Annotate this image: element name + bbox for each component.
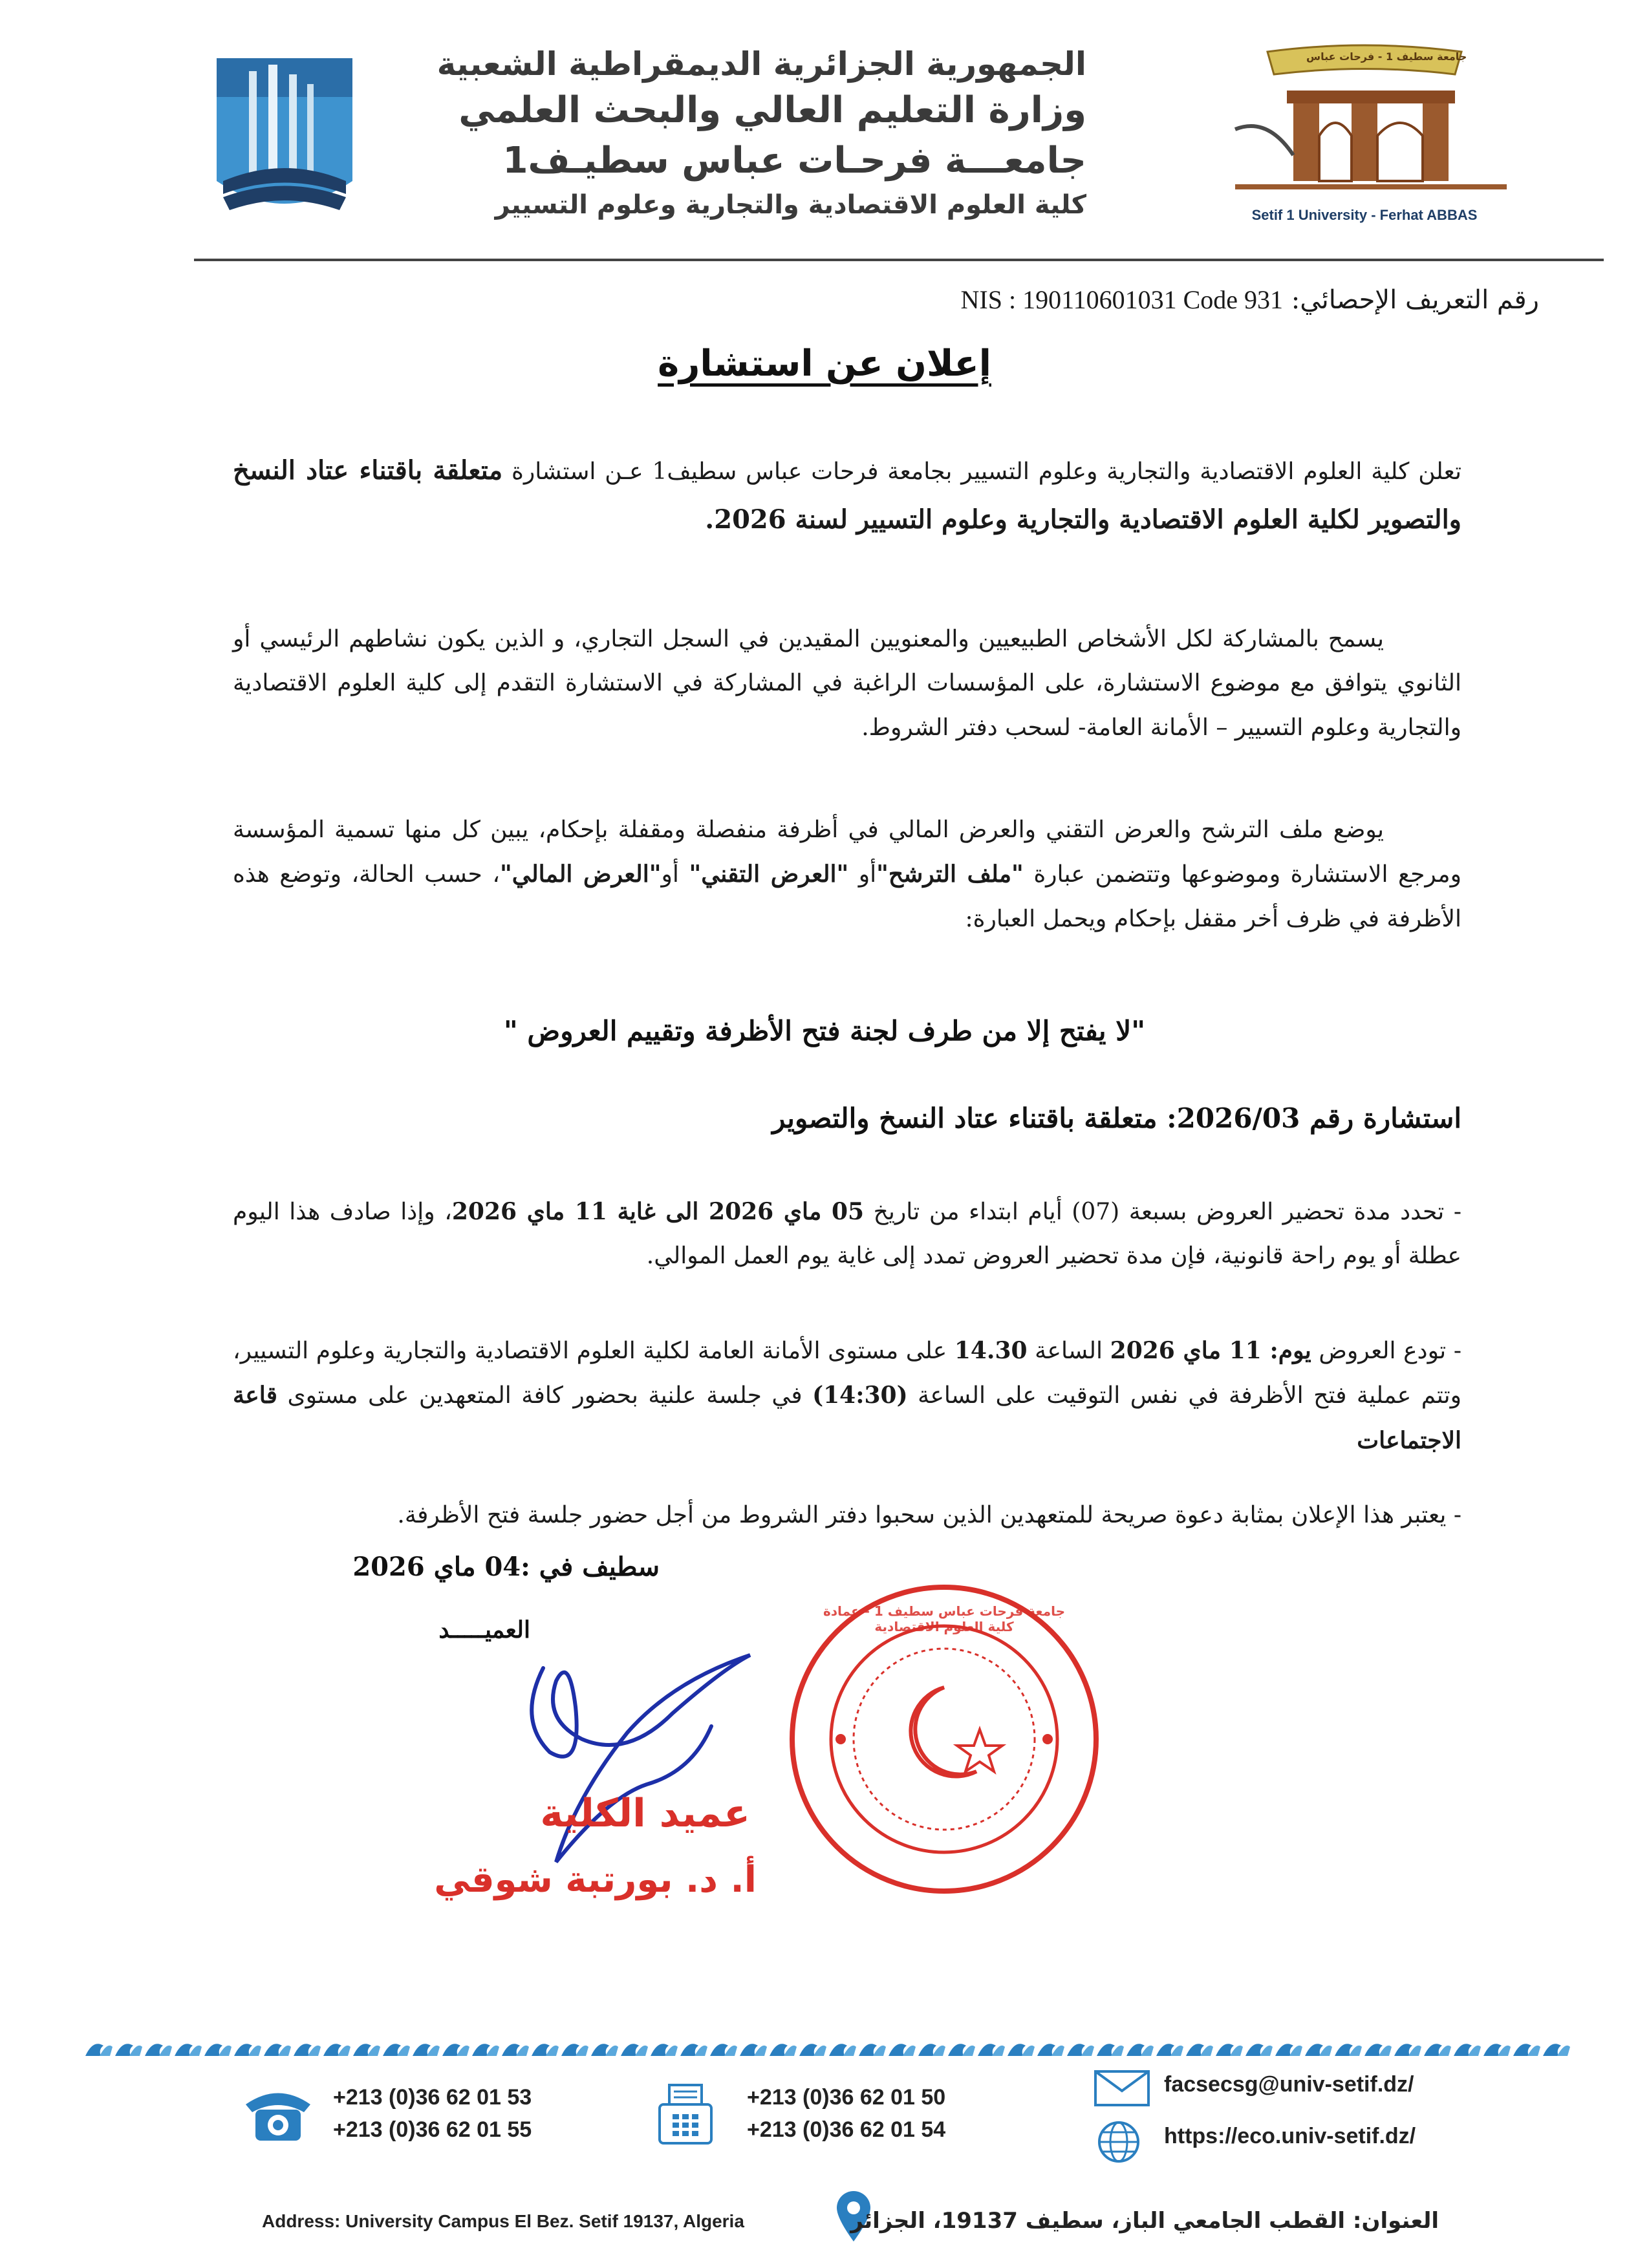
country-name: الجمهورية الجزائرية الديمقراطية الشعبية	[436, 45, 1086, 83]
phone-number-2[interactable]: +213 (0)36 62 01 55	[333, 2117, 532, 2142]
preparation-paragraph	[233, 1190, 1461, 1279]
intro-paragraph	[233, 446, 1461, 544]
deposit-text: الساعة	[1027, 1338, 1110, 1364]
envelope-label-financial: "العرض المالي"	[499, 861, 662, 888]
fax-icon	[653, 2082, 718, 2146]
envelopes-paragraph	[233, 808, 1461, 941]
right-logo-caption: Setif 1 University - Ferhat ABBAS	[1251, 207, 1478, 223]
footer-wave-border	[84, 2037, 1571, 2060]
prep-text-end: ، وإذا صادف هذا اليوم عطلة أو يوم راحة قانونية، فإن مدة تحضير العروض تمدد إلى غاية يوم العمل الموالي.	[233, 1199, 1461, 1270]
participation-paragraph: يسمح بالمشاركة لكل الأشخاص الطبيعيين والمعنويين المقيدين في السجل التجاري، و الذين يكون نشاطهم الرئيسي أو الثانوي يتوافق مع موضوع الاستشارة، على المؤسسات الراغبة في المشاركة في الاستشارة التقدم إلى كلية العلوم الاقتصادية والتجارية وعلوم التسيير – الأمانة العامة- لسحب دفتر الشروط.	[233, 626, 1461, 741]
fax-number-1[interactable]: +213 (0)36 62 01 50	[747, 2085, 946, 2110]
prep-text: - تحدد مدة تحضير العروض بسبعة (07) أيام ابتداء من تاريخ	[864, 1199, 1462, 1225]
email-icon	[1093, 2069, 1151, 2108]
invitation-paragraph: - يعتبر هذا الإعلان بمثابة دعوة صريحة للمتعهدين الذين سحبوا دفتر الشروط من أجل حضور جلسة فتح الأظرفة.	[397, 1502, 1461, 1528]
prep-dates: 05 ماي 2026 الى غاية 11 ماي 2026	[451, 1198, 865, 1225]
header-divider	[194, 259, 1604, 261]
faculty-name: كلية العلوم الاقتصادية والتجارية وعلوم التسيير	[495, 190, 1086, 220]
address-arabic: العنوان: القطب الجامعي الباز، سطيف 19137، الجزائر	[850, 2208, 1439, 2234]
page-title: إعلان عن استشارة	[658, 343, 991, 385]
nis-value: NIS : 190110601031 Code 931	[960, 285, 1284, 314]
seal-text: جامعة فرحات عباس سطيف 1 - عمادة كلية العلوم الاقتصادية	[823, 1603, 1065, 1634]
email-link[interactable]: facsecsg@univ-setif.dz/	[1164, 2072, 1414, 2097]
place-date: سطيف في :04 ماي 2026	[352, 1552, 660, 1582]
envelopes-separator: أو	[848, 861, 877, 888]
university-name: جامعـــة فرحـات عباس سطيـف1	[502, 140, 1086, 182]
quote-line: "لا يفتح إلا من طرف لجنة فتح الأظرفة وتقييم العروض "	[503, 1015, 1146, 1047]
deposit-text: في جلسة علنية بحضور كافة المتعهدين على مستوى	[277, 1382, 813, 1409]
phone-number-1[interactable]: +213 (0)36 62 01 53	[333, 2085, 532, 2110]
envelope-label-candidacy: "ملف الترشح"	[876, 861, 1024, 888]
intro-text: تعلن كلية العلوم الاقتصادية والتجارية وعلوم التسيير بجامعة فرحات عباس سطيف1 عـن استشارة	[502, 458, 1462, 485]
intro-bold-text: متعلقة باقتناء عتاد النسخ والتصوير لكلية العلوم الاقتصادية والتجارية وعلوم التسيير لسنة 2026.	[233, 455, 1461, 535]
envelope-label-technical: "العرض التقني"	[689, 861, 849, 888]
fax-number-2[interactable]: +213 (0)36 62 01 54	[747, 2117, 946, 2142]
dean-title: العميـــــد	[438, 1616, 530, 1643]
right-logo-banner: جامعة سطيف 1 - فرحات عباس	[1306, 50, 1467, 63]
envelopes-text: يوضع ملف الترشح والعرض التقني والعرض المالي في أظرفة منفصلة ومقفلة بإحكام، يبين كل منها تسمية المؤسسة ومرجع الاستشارة وموضوعها وتتضمن عبارة	[233, 817, 1461, 888]
deposit-hour: 14.30	[954, 1337, 1028, 1364]
ministry-name: وزارة التعليم العالي والبحث العلمي	[458, 89, 1086, 131]
deposit-text: - تودع العروض	[1311, 1338, 1461, 1364]
address-english: Address: University Campus El Bez. Setif 19137, Algeria	[262, 2211, 744, 2231]
deposit-day: يوم: 11 ماي 2026	[1110, 1337, 1311, 1364]
globe-icon	[1096, 2119, 1141, 2165]
stamp-role: عميد الكلية	[540, 1791, 750, 1836]
website-link[interactable]: https://eco.univ-setif.dz/	[1164, 2124, 1416, 2148]
deposit-text: على مستوى الأمانة العامة لكلية العلوم الاقتصادية والتجارية وعلوم التسيير، وتتم عملية فتح الأظرفة في نفس التوقيت على الساعة	[233, 1338, 1461, 1409]
envelopes-text-end: ، حسب الحالة، وتوضع هذه الأظرفة في ظرف أخر مقفل بإحكام ويحمل العبارة:	[233, 861, 1461, 932]
phone-icon	[242, 2085, 314, 2143]
institution-header	[436, 45, 1086, 233]
dean-stamp	[388, 1784, 763, 1940]
envelopes-separator: أو	[661, 861, 689, 888]
consultation-ref: استشارة رقم 2026/03: متعلقة باقتناء عتاد النسخ والتصوير	[772, 1102, 1461, 1134]
meeting-room: قاعة الاجتماعات	[233, 1382, 1461, 1454]
stamp-name: أ. د. بورتبة شوقي	[434, 1859, 757, 1901]
left-logo	[210, 52, 359, 226]
deposit-paragraph	[233, 1329, 1461, 1463]
nis-label: رقم التعريف الإحصائي:	[1291, 285, 1539, 315]
nis-line	[961, 284, 1539, 315]
right-logo	[1209, 39, 1520, 233]
opening-hour: (14:30)	[812, 1382, 908, 1409]
university-seal	[782, 1578, 1106, 1901]
